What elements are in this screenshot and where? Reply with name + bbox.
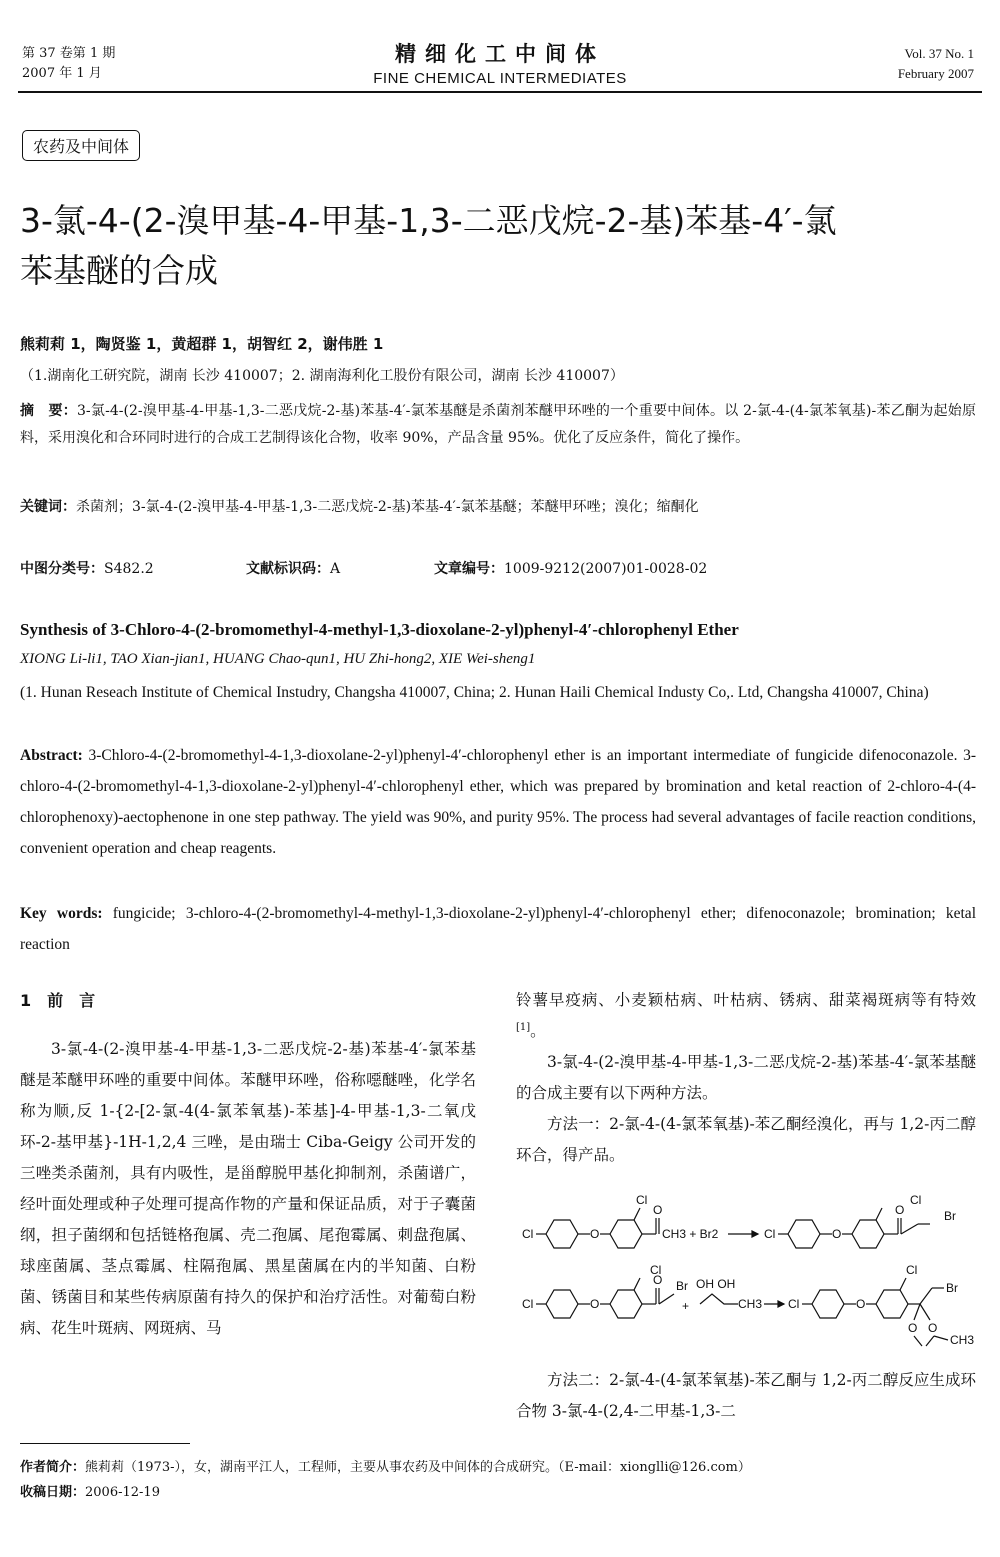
method-one: 方法一：2-氯-4-(4-氯苯氧基)-苯乙酮经溴化，再与 1,2-丙二醇环合，得产品。 xyxy=(516,1115,976,1164)
affiliation-en: (1. Hunan Reseach Institute of Chemical Instudry, Changsha 410007, China; 2. Hunan Haili Chemical Industy Co,. Ltd, Changsha 410007, China) xyxy=(20,684,929,701)
o-label: O xyxy=(590,1227,600,1241)
paper-title-cn xyxy=(20,196,980,296)
footnote-divider xyxy=(20,1443,190,1444)
o-label: O xyxy=(832,1227,842,1241)
title-line-1: 3-氯-4-(2-溴甲基-4-甲基-1,3-二恶戊烷-2-基)苯基-4′-氯 xyxy=(20,201,837,240)
continuation-text: 铃薯早疫病、小麦颖枯病、叶枯病、锈病、甜菜褐斑病等有特效 xyxy=(516,991,976,1009)
author-bio xyxy=(20,1456,751,1475)
keywords-en-label: Key words: xyxy=(20,905,103,922)
method-two-text: 方法二：2-氯-4-(4-氯苯氧基)-苯乙酮与 1,2-丙二醇反应生成环合物 3-氯-4-(2,4-二甲基-1,3-二 xyxy=(516,1371,976,1420)
author-bio-text: 熊莉莉（1973-），女，湖南平江人，工程师，主要从事农药及中间体的合成研究。（E-mail：xionglli@126.com） xyxy=(85,1460,751,1475)
author-bio-label: 作者简介： xyxy=(20,1460,86,1475)
date-en: February 2007 xyxy=(897,66,974,81)
bond xyxy=(914,1336,922,1346)
header-left xyxy=(22,44,115,84)
cl-label: Cl xyxy=(522,1297,534,1311)
journal-title-en: FINE CHEMICAL INTERMEDIATES xyxy=(373,70,627,87)
affiliation-cn: （1.湖南化工研究院，湖南 长沙 410007；2. 湖南海利化工股份有限公司，湖南 长沙 410007） xyxy=(20,368,624,384)
o-label: O xyxy=(856,1297,866,1311)
o-label: O xyxy=(908,1321,918,1335)
diol-chain xyxy=(700,1294,738,1304)
authors-en: XIONG Li-li1, TAO Xian-jian1, HUANG Chao-qun1, HU Zhi-hong2, XIE Wei-sheng1 xyxy=(20,651,536,667)
cl-label: Cl xyxy=(636,1193,648,1207)
o-label: O xyxy=(590,1297,600,1311)
cl-label: Cl xyxy=(764,1227,776,1241)
br-label: Br xyxy=(676,1279,688,1293)
clc-number xyxy=(20,558,154,578)
reaction-row-2 xyxy=(522,1263,974,1347)
benzene-ring xyxy=(788,1220,820,1248)
reagents-label: CH3 + Br2 xyxy=(662,1227,719,1241)
cl-label: Cl xyxy=(906,1263,918,1277)
received-date-label: 收稿日期： xyxy=(20,1485,86,1500)
o-label: O xyxy=(653,1203,663,1217)
benzene-ring xyxy=(546,1220,578,1248)
body-right-column xyxy=(516,985,976,1171)
bond xyxy=(914,1304,920,1320)
benzene-ring xyxy=(812,1290,844,1318)
header-right xyxy=(898,44,974,84)
header-divider xyxy=(18,91,982,93)
bond xyxy=(659,1294,674,1304)
bond xyxy=(901,1224,918,1234)
diol-hydroxyls: OH OH xyxy=(696,1277,736,1291)
abstract-cn xyxy=(20,398,976,452)
title-line-2: 苯基醚的合成 xyxy=(20,251,218,290)
body-left-column xyxy=(20,985,476,1344)
reaction-scheme xyxy=(516,1180,980,1350)
doc-label: 文献标识码： xyxy=(246,561,330,577)
abstract-en xyxy=(20,740,976,864)
br-label: Br xyxy=(946,1281,958,1295)
methods-intro: 3-氯-4-(2-溴甲基-4-甲基-1,3-二恶戊烷-2-基)苯基-4′-氯苯基醚的合成主要有以下两种方法。 xyxy=(516,1053,976,1102)
ch3-label: CH3 xyxy=(738,1297,763,1311)
intro-paragraph: 3-氯-4-(2-溴甲基-4-甲基-1,3-二恶戊烷-2-基)苯基-4′-氯苯基醚是苯醚甲环唑的重要中间体。苯醚甲环唑，俗称噁醚唑，化学名称为顺,反 1-{2-[2-氯-4(4-氯苯氧基)-苯基]-4-甲基-1,3-二氧戊环-2-基甲基}-1H-1,2,4 三唑，是由瑞士 Ciba-Geigy 公司开发的三唑类杀菌剂，具有内吸性，是甾醇脱甲基化抑制剂，杀菌谱广，经叶面处理或种子处理可提高作物的产量和保证品质，对于子囊菌纲，担子菌纲和包括链格孢属、壳二孢属、尾孢霉属、刺盘孢属、球座菌属、茎点霉属、柱隔孢属、黑星菌属在内的半知菌、白粉菌、锈菌目和某些传病原菌有持久的保护和治疗活性。对葡萄白粉病、花生叶斑病、网斑病、马 xyxy=(20,1040,476,1337)
clc-value: S482.2 xyxy=(104,561,154,577)
journal-title-cn: 精细化工中间体 xyxy=(395,42,605,66)
bond xyxy=(920,1304,930,1320)
reference-marker: [1] xyxy=(516,1021,531,1033)
arrow-head xyxy=(752,1231,758,1237)
benzene-ring xyxy=(610,1220,642,1248)
bond xyxy=(900,1278,906,1290)
cl-label: Cl xyxy=(788,1297,800,1311)
arrow-head xyxy=(778,1301,784,1307)
abstract-en-text: 3-Chloro-4-(2-bromomethyl-4-1,3-dioxolane-2-yl)phenyl-4′-chlorophenyl ether is an important intermediate of fungicide difenoconazole. 3-chloro-4-(2-bromomethyl-4-1,3-dioxolane-2-yl)phenyl-4′-chlorophenyl ether, which was prepared by bromination and ketal reaction of 2-chloro-4-(4-chlorophenoxy)-aectophenone in one step pathway. The yield was 90%, and purity 95%. The process had several advantages of facile reaction conditions, convenient operation and cheap reagents. xyxy=(20,747,977,857)
benzene-ring xyxy=(852,1220,884,1248)
keywords-en-text: fungicide; 3-chloro-4-(2-bromomethyl-4-methyl-1,3-dioxolane-2-yl)phenyl-4′-chlorophenyl ether; difenoconazole; bromination; ketal reaction xyxy=(20,905,976,953)
cl-label: Cl xyxy=(650,1263,662,1277)
article-value: 1009-9212(2007)01-0028-02 xyxy=(504,561,708,577)
continuation-end: 。 xyxy=(530,1022,546,1040)
benzene-ring xyxy=(876,1290,908,1318)
keywords-cn-text: 杀菌剂；3-氯-4-(2-溴甲基-4-甲基-1,3-二恶戊烷-2-基)苯基-4′-氯苯基醚；苯醚甲环唑；溴化；缩酮化 xyxy=(76,499,699,515)
doc-code xyxy=(246,558,340,578)
bond xyxy=(634,1208,640,1220)
bond xyxy=(934,1336,948,1340)
keywords-cn-label: 关键词： xyxy=(20,499,76,515)
ch3-label: CH3 xyxy=(950,1333,975,1347)
column-tag: 农药及中间体 xyxy=(22,130,140,161)
bond xyxy=(920,1288,932,1304)
date-cn: 2007 年 1 月 xyxy=(22,66,102,81)
clc-label: 中图分类号： xyxy=(20,561,104,577)
journal-masthead xyxy=(300,38,700,87)
keywords-en xyxy=(20,898,976,960)
benzene-ring xyxy=(610,1290,642,1318)
reaction-row-1 xyxy=(522,1193,956,1248)
benzene-ring xyxy=(546,1290,578,1318)
authors-cn: 熊莉莉 1，陶贤鉴 1，黄超群 1，胡智红 2，谢伟胜 1 xyxy=(20,335,384,353)
o-label: O xyxy=(653,1273,663,1287)
o-label: O xyxy=(895,1203,905,1217)
cl-label: Cl xyxy=(910,1193,922,1207)
paper-title-en: Synthesis of 3-Chloro-4-(2-bromomethyl-4-methyl-1,3-dioxolane-2-yl)phenyl-4′-chlorophenyl Ether xyxy=(20,620,739,639)
abstract-cn-text: 3-氯-4-(2-溴甲基-4-甲基-1,3-二恶戊烷-2-基)苯基-4′-氯苯基醚是杀菌剂苯醚甲环唑的一个重要中间体。以 2-氯-4-(4-氯苯氧基)-苯乙酮为起始原料，采用溴化和合环同时进行的合成工艺制得该化合物，收率 90%，产品含量 95%。优化了反应条件，简化了操作。 xyxy=(20,403,976,446)
bond xyxy=(876,1208,882,1220)
plus-sign: + xyxy=(682,1299,690,1313)
o-label: O xyxy=(928,1321,938,1335)
volume-en: Vol. 37 No. 1 xyxy=(904,46,974,61)
bond xyxy=(926,1336,934,1346)
doc-value: A xyxy=(330,561,341,577)
keywords-cn xyxy=(20,494,976,521)
bond xyxy=(634,1278,640,1290)
cl-label: Cl xyxy=(522,1227,534,1241)
abstract-en-label: Abstract: xyxy=(20,747,83,764)
volume-cn: 第 37 卷第 1 期 xyxy=(22,46,116,61)
br-label: Br xyxy=(944,1209,956,1223)
abstract-cn-label: 摘 要： xyxy=(20,403,78,419)
method-two xyxy=(516,1365,976,1427)
article-number xyxy=(434,558,707,578)
section-heading: 1 前 言 xyxy=(20,991,96,1010)
received-date xyxy=(20,1481,160,1500)
article-label: 文章编号： xyxy=(434,561,504,577)
received-date-value: 2006-12-19 xyxy=(85,1485,160,1500)
intro-continuation xyxy=(516,985,976,1047)
